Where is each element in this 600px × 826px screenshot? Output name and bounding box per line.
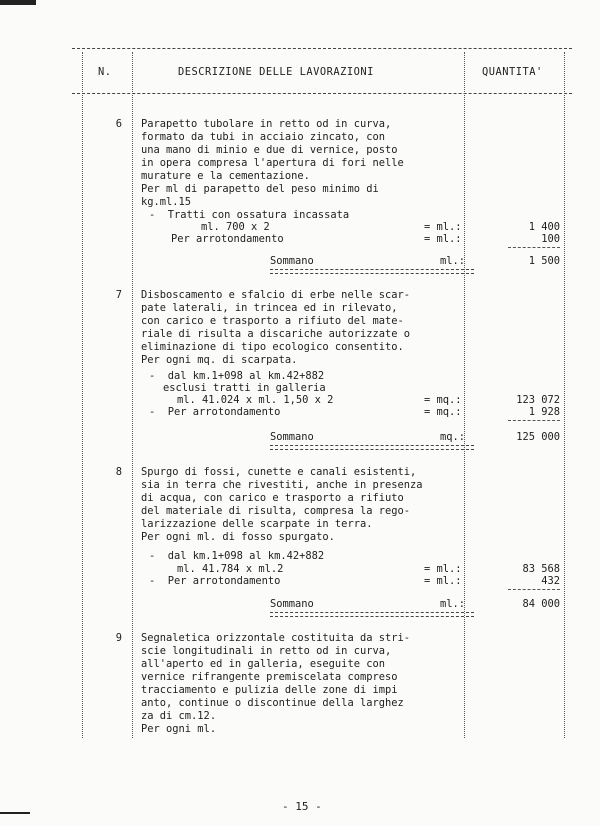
calc-unit: = ml.: [424,563,462,575]
item-desc-line: riale di risulta a discariche autorizzate o [141,328,410,340]
calc-quantity: 123 072 [516,394,560,406]
calc-unit: = ml.: [424,575,462,587]
sum-unit: ml.: [440,255,466,267]
item-desc-line: eliminazione di tipo ecologico consentito. [141,341,404,353]
item-desc-line: di acqua, con carico e trasporto a rifiuto [141,492,404,504]
calc-line: - dal km.1+098 al km.42+882 [149,370,325,382]
calc-line: esclusi tratti in galleria [163,382,326,394]
item-desc-line: Per ml di parapetto del peso minimo di [141,183,379,195]
sum-double-rule [270,612,474,617]
item-desc-line: pate laterali, in trincea ed in rilevato, [141,302,398,314]
calc-line: ml. 700 x 2 [201,221,270,233]
calc-quantity: 100 [541,233,560,245]
calc-line: - Per arrotondamento [149,406,281,418]
header-col-quantity: QUANTITA' [482,66,543,78]
calc-line: - Tratti con ossatura incassata [149,209,350,221]
item-desc-line: in opera compresa l'apertura di fori nelle [141,157,404,169]
item-number: 7 [115,289,122,301]
sum-unit: ml.: [440,598,466,610]
item-desc-line: murature e la cementazione. [141,170,310,182]
subtotal-rule [508,589,560,590]
subtotal-rule [508,247,560,248]
item-desc-line: del materiale di risulta, compresa la rego- [141,505,410,517]
column-divider-right [564,52,565,738]
page-number: - 15 - [282,800,322,813]
item-desc-line: Parapetto tubolare in retto od in curva, [141,118,392,130]
calc-unit: = mq.: [424,394,462,406]
column-divider-n [132,52,133,738]
calc-line: Per arrotondamento [171,233,284,245]
header-bottom-rule [72,93,572,94]
item-desc-line: Spurgo di fossi, cunette e canali esistenti, [141,466,417,478]
column-divider-qty [464,52,465,738]
item-desc-line: Disboscamento e sfalcio di erbe nelle scar- [141,289,410,301]
subtotal-rule [508,420,560,421]
column-divider-left [82,52,83,738]
item-desc-line: za di cm.12. [141,710,217,722]
calc-line: - dal km.1+098 al km.42+882 [149,550,325,562]
sum-quantity: 1 500 [528,255,560,267]
item-desc-line: scie longitudinali in retto od in curva, [141,645,392,657]
calc-line: ml. 41.784 x ml.2 [177,563,284,575]
calc-unit: = ml.: [424,221,462,233]
scan-mark-top-left [0,0,36,5]
header-col-n: N. [98,66,112,78]
calc-line: - Per arrotondamento [149,575,281,587]
calc-unit: = mq.: [424,406,462,418]
calc-quantity: 1 928 [528,406,560,418]
item-desc-line: Per ogni ml. di fosso spurgato. [141,531,335,543]
calc-quantity: 1 400 [528,221,560,233]
item-number: 6 [115,118,122,130]
item-desc-line: sia in terra che rivestiti, anche in presenza [141,479,423,491]
calc-unit: = ml.: [424,233,462,245]
item-desc-line: Per ogni ml. [141,723,217,735]
calc-line: ml. 41.024 x ml. 1,50 x 2 [177,394,334,406]
scan-mark-bottom-left [0,812,30,814]
item-desc-line: Per ogni mq. di scarpata. [141,354,298,366]
sum-quantity: 125 000 [516,431,560,443]
item-desc-line: all'aperto ed in galleria, eseguite con [141,658,385,670]
item-desc-line: larizzazione delle scarpate in terra. [141,518,373,530]
item-number: 9 [115,632,122,644]
item-desc-line: con carico e trasporto a rifiuto del mate- [141,315,404,327]
sum-double-rule [270,269,474,274]
sum-label: Sommano [270,431,314,443]
item-desc-line: Segnaletica orizzontale costituita da stri- [141,632,410,644]
header-col-description: DESCRIZIONE DELLE LAVORAZIONI [178,66,374,78]
item-desc-line: kg.ml.15 [141,196,192,208]
item-desc-line: anto, continue o discontinue della larghez [141,697,404,709]
item-desc-line: tracciamento e pulizia delle zone di impi [141,684,398,696]
item-desc-line: formato da tubi in acciaio zincato, con [141,131,385,143]
item-desc-line: una mano di minio e due di vernice, posto [141,144,398,156]
sum-label: Sommano [270,598,314,610]
calc-quantity: 83 568 [522,563,560,575]
item-number: 8 [115,466,122,478]
sum-unit: mq.: [440,431,466,443]
sum-quantity: 84 000 [522,598,560,610]
sum-double-rule [270,445,474,450]
item-desc-line: vernice rifrangente premiscelata compreso [141,671,398,683]
calc-quantity: 432 [541,575,560,587]
table-top-rule [72,48,572,49]
sum-label: Sommano [270,255,314,267]
